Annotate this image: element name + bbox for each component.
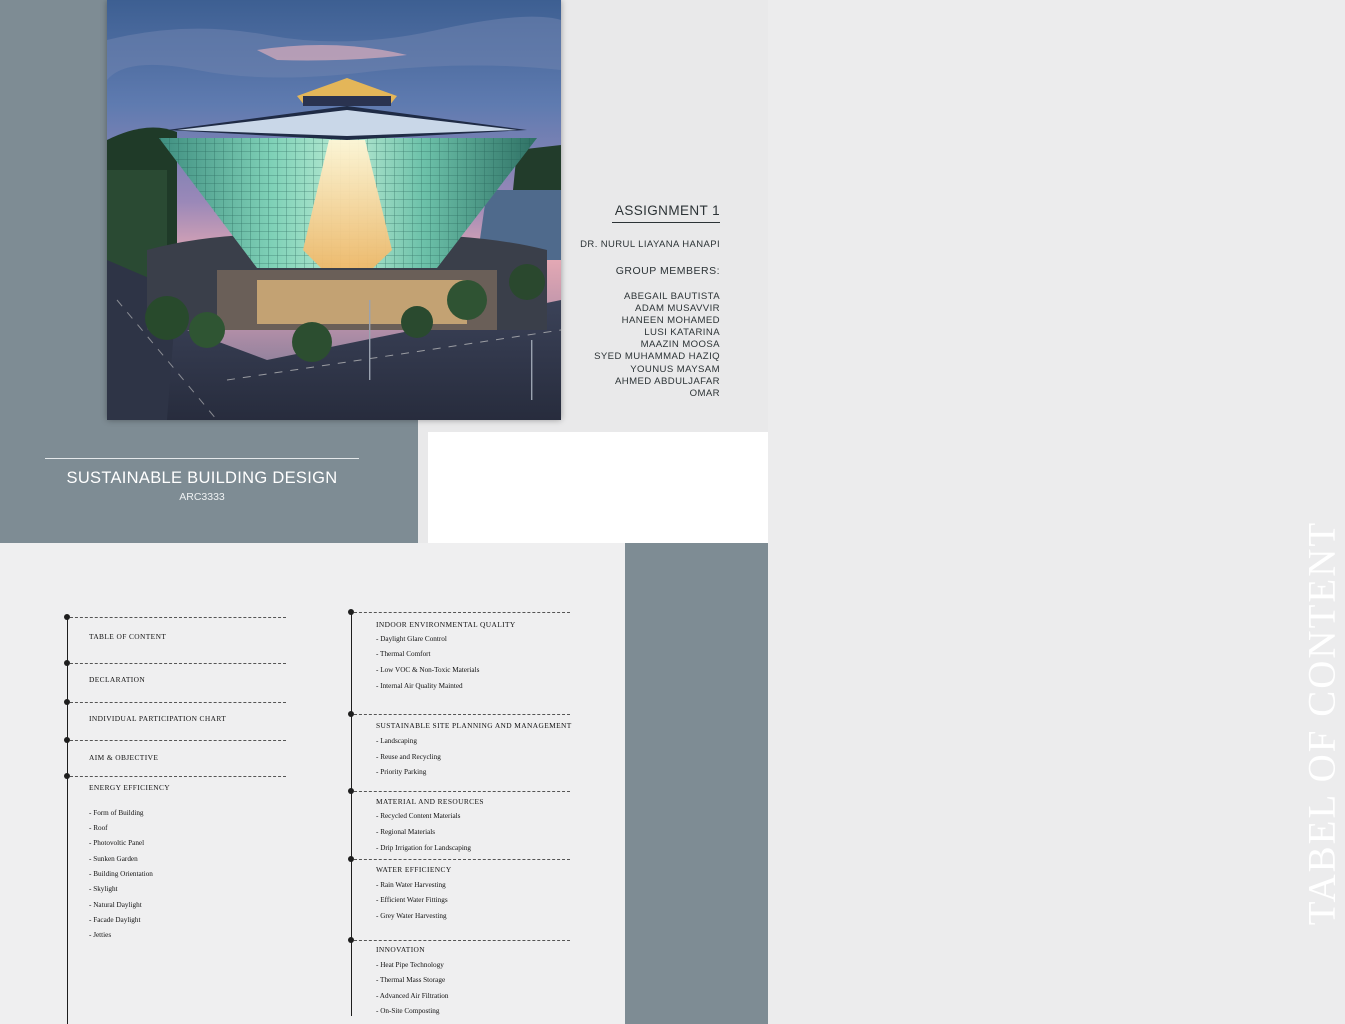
assignment-title: ASSIGNMENT 1 bbox=[614, 203, 720, 218]
section-divider bbox=[70, 617, 286, 618]
member-name: AHMED ABDULJAFAR bbox=[614, 375, 720, 387]
toc-item: - Form of Building bbox=[89, 809, 144, 817]
assignment-underline bbox=[612, 222, 720, 223]
toc-item: - Building Orientation bbox=[89, 870, 153, 878]
toc-item: - Recycled Content Materials bbox=[376, 812, 461, 820]
toc-section-title: AIM & OBJECTIVE bbox=[89, 753, 159, 762]
lecturer-name: DR. NURUL LIAYANA HANAPI bbox=[580, 239, 720, 250]
toc-item: - Drip Irrigation for Landscaping bbox=[376, 844, 472, 852]
toc-section-title: TABLE OF CONTENT bbox=[89, 632, 167, 641]
cover-title-rule bbox=[45, 458, 359, 459]
member-name: OMAR bbox=[689, 387, 720, 399]
section-divider bbox=[354, 714, 570, 715]
section-divider bbox=[70, 740, 286, 741]
section-divider bbox=[70, 702, 286, 703]
toc-section-title: WATER EFFICIENCY bbox=[376, 865, 452, 874]
toc-item: - Facade Daylight bbox=[89, 916, 141, 924]
toc-section-title: DECLARATION bbox=[89, 675, 146, 684]
toc-section-title: INDOOR ENVIRONMENTAL QUALITY bbox=[376, 620, 516, 629]
member-name: LUSI KATARINA bbox=[644, 327, 720, 339]
member-name: HANEEN MOHAMED bbox=[621, 315, 720, 327]
toc-item: - Jetties bbox=[89, 931, 112, 939]
section-divider bbox=[354, 940, 570, 941]
toc-item: - Roof bbox=[89, 824, 108, 832]
member-name: YOUNUS MAYSAM bbox=[630, 363, 720, 375]
building-photo bbox=[107, 0, 561, 420]
toc-section-title: MATERIAL AND RESOURCES bbox=[376, 797, 484, 806]
toc-item: - Reuse and Recycling bbox=[376, 753, 441, 761]
toc-item: - Photovoltic Panel bbox=[89, 839, 145, 847]
cover-page bbox=[0, 0, 768, 543]
toc-heading: TABEL OF CONTENT bbox=[1300, 520, 1344, 926]
toc-section-title: INNOVATION bbox=[376, 945, 426, 954]
section-divider bbox=[354, 612, 570, 613]
left-timeline-line bbox=[67, 617, 68, 1024]
section-divider bbox=[70, 776, 286, 777]
toc-item: - Skylight bbox=[89, 885, 118, 893]
course-code: ARC3333 bbox=[179, 491, 225, 503]
toc-item: - Regional Materials bbox=[376, 828, 436, 836]
toc-item: - Natural Daylight bbox=[89, 901, 142, 909]
toc-item: - Heat Pipe Technology bbox=[376, 961, 444, 969]
toc-side-band bbox=[625, 520, 1344, 1024]
toc-item: - Rain Water Harvesting bbox=[376, 881, 446, 889]
toc-item: - Landscaping bbox=[376, 737, 417, 745]
toc-item: - Grey Water Harvesting bbox=[376, 912, 447, 920]
section-divider bbox=[354, 859, 570, 860]
cover-white-strip bbox=[428, 432, 768, 543]
toc-item: - Priority Parking bbox=[376, 768, 427, 776]
toc-item: - Efficient Water Fittings bbox=[376, 896, 448, 904]
group-members-list bbox=[594, 291, 720, 400]
section-divider bbox=[70, 663, 286, 664]
member-name: SYED MUHAMMAD HAZIQ bbox=[594, 351, 720, 363]
toc-item: - Sunken Garden bbox=[89, 855, 138, 863]
group-members-label: GROUP MEMBERS: bbox=[615, 265, 720, 277]
member-name: ADAM MUSAVVIR bbox=[635, 303, 720, 315]
right-timeline-line bbox=[351, 610, 352, 1016]
toc-item: - Advanced Air Filtration bbox=[376, 992, 449, 1000]
toc-section-title: INDIVIDUAL PARTICIPATION CHART bbox=[89, 714, 227, 723]
toc-item: - Low VOC & Non-Toxic Materials bbox=[376, 666, 480, 674]
cover-title: SUSTAINABLE BUILDING DESIGN bbox=[66, 469, 338, 487]
toc-section-title: ENERGY EFFICIENCY bbox=[89, 783, 171, 792]
toc-item: - Daylight Glare Control bbox=[376, 635, 447, 643]
toc-item: - Thermal Comfort bbox=[376, 650, 431, 658]
toc-item: - Internal Air Quality Mainted bbox=[376, 682, 463, 690]
toc-section-title: SUSTAINABLE SITE PLANNING AND MANAGEMENT bbox=[376, 721, 572, 730]
member-name: MAAZIN MOOSA bbox=[640, 339, 720, 351]
table-of-content-page bbox=[0, 520, 1344, 1024]
toc-item: - Thermal Mass Storage bbox=[376, 976, 446, 984]
section-divider bbox=[354, 791, 570, 792]
toc-item: - On-Site Composting bbox=[376, 1007, 440, 1015]
member-name: ABEGAIL BAUTISTA bbox=[624, 291, 720, 302]
